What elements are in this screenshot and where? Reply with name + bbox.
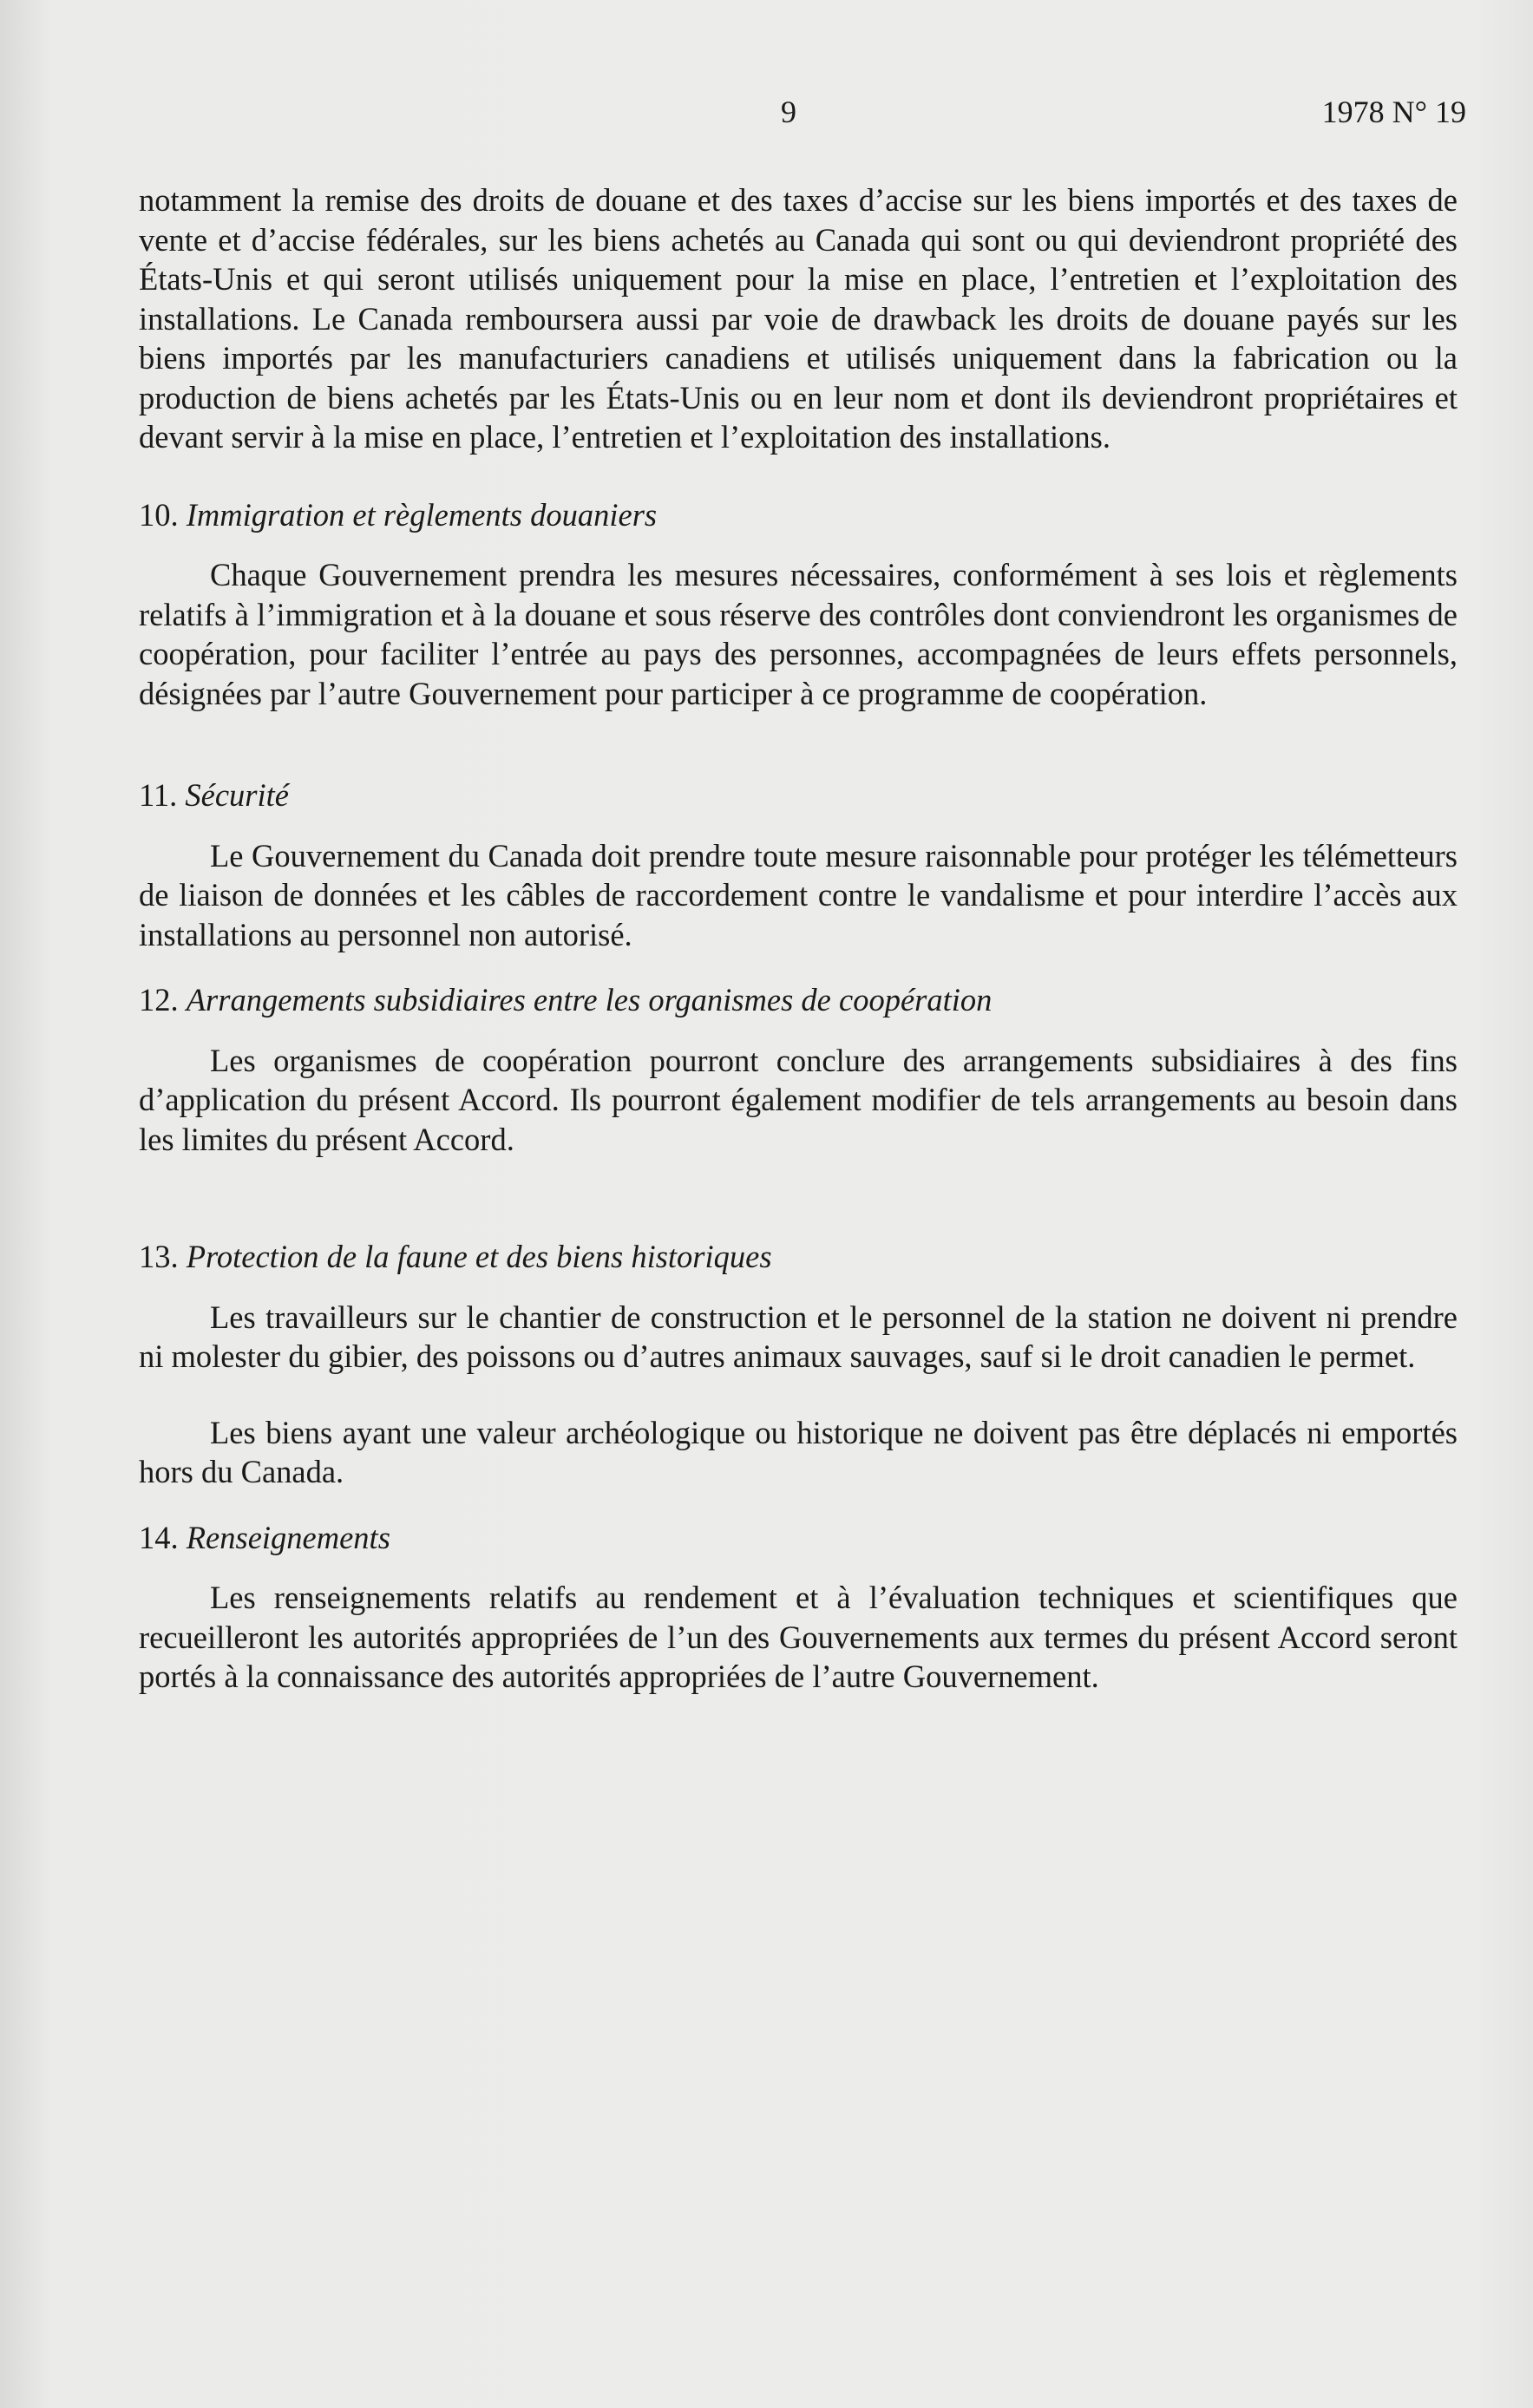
section-heading: [139, 495, 1458, 535]
section-number: 10.: [139, 496, 179, 533]
section-heading: [139, 775, 1458, 815]
page-reference: 1978 N° 19: [1321, 95, 1466, 129]
intro-paragraph: notamment la remise des droits de douane et des taxes d’accise sur les biens importés et des taxes de vente et d’accise fédérales, sur les biens achetés au Canada qui sont ou qui deviendront propriété des États-Unis et qui seront utilisés uniquement pour la mise en place, l’entretien et l’exploitation des installations. Le Canada remboursera aussi par voie de drawback les droits de douane payés sur les biens importés par les manufacturiers canadiens et utilisés uniquement dans la fabrication ou la production de biens achetés par les États-Unis ou en leur nom et dont ils deviendront propriétaires et devant servir à la mise en place, l’entretien et l’exploitation des installations.: [139, 182, 1458, 455]
section-paragraph: Chaque Gouvernement prendra les mesures nécessaires, conformément à ses lois et règlements relatifs à l’immigration et à la douane et sous réserve des contrôles dont conviendront les organismes de coopération, pour faciliter l’entrée au pays des personnes, accompagnées de leurs effets personnels, désignées par l’autre Gouvernement pour participer à ce programme de coopération.: [139, 557, 1458, 711]
section-paragraph: Les travailleurs sur le chantier de construction et le personnel de la station ne doivent ni prendre ni molester du gibier, des poissons ou d’autres animaux sauvages, sauf si le droit canadien le permet.: [139, 1299, 1458, 1374]
section-title: Sécurité: [185, 777, 289, 813]
section-heading: [139, 1237, 1458, 1277]
document-body: [139, 180, 1458, 1697]
section-13: [139, 1237, 1458, 1492]
section-12: [139, 980, 1458, 1159]
page-number: 9: [781, 95, 796, 129]
section-title: Arrangements subsidiaires entre les organismes de coopération: [186, 982, 993, 1018]
section-title: Renseignements: [186, 1519, 390, 1555]
section-paragraph: Les biens ayant une valeur archéologique ou historique ne doivent pas être déplacés ni emportés hors du Canada.: [139, 1414, 1458, 1489]
section-number: 11.: [139, 777, 178, 813]
section-number: 14.: [139, 1519, 179, 1555]
section-10: [139, 495, 1458, 714]
section-paragraph: Le Gouvernement du Canada doit prendre toute mesure raisonnable pour protéger les télémetteurs de liaison de données et les câbles de raccordement contre le vandalisme et pour interdire l’accès aux installations au personnel non autorisé.: [139, 837, 1458, 952]
section-title: Immigration et règlements douaniers: [186, 496, 658, 533]
section-number: 13.: [139, 1239, 179, 1274]
section-heading: [139, 980, 1458, 1020]
section-paragraph: Les renseignements relatifs au rendement et à l’évaluation techniques et scientifiques que recueilleront les autorités appropriées de l’un des Gouvernements aux termes du présent Accord seront portés à la connaissance des autorités appropriées de l’autre Gouvernement.: [139, 1580, 1458, 1694]
section-11: [139, 775, 1458, 954]
section-14: [139, 1518, 1458, 1697]
section-number: 12.: [139, 982, 179, 1018]
section-heading: [139, 1518, 1458, 1558]
page-header: [139, 94, 1466, 137]
section-title: Protection de la faune et des biens historiques: [186, 1239, 772, 1274]
section-paragraph: Les organismes de coopération pourront conclure des arrangements subsidiaires à des fins d’application du présent Accord. Ils pourront également modifier de tels arrangements au besoin dans les limites du présent Accord.: [139, 1042, 1458, 1157]
